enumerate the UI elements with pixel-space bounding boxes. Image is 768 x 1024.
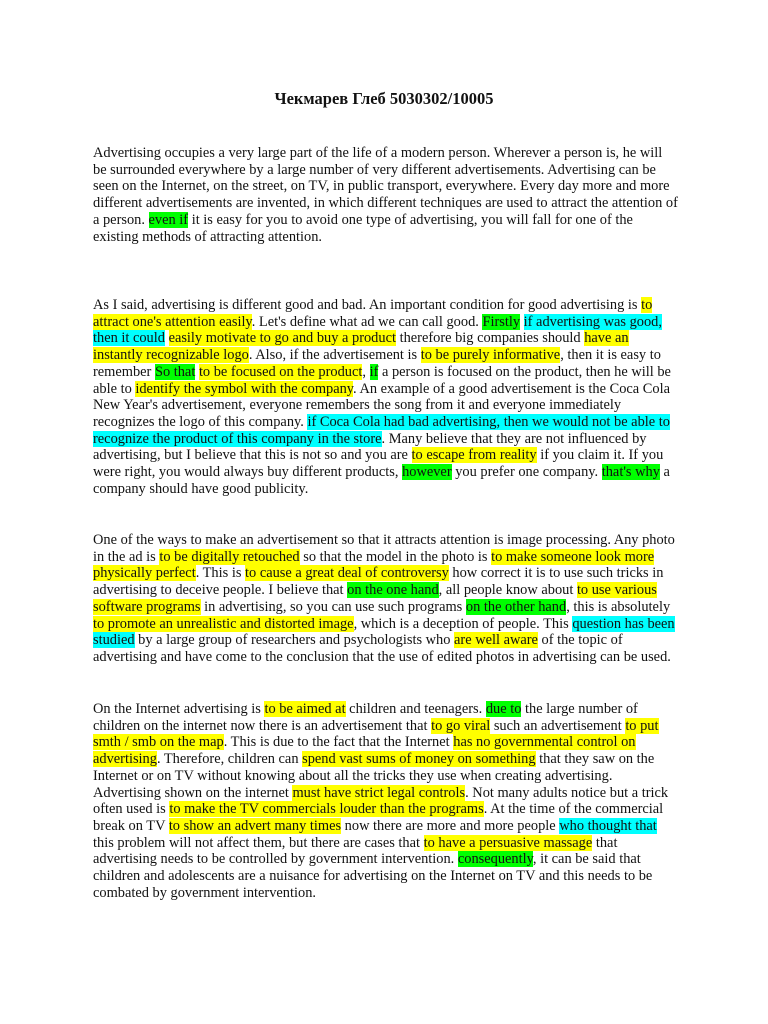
highlighted-phrase: have an instantly recognizable logo [93, 330, 629, 364]
highlighted-phrase: to be purely informative [420, 347, 561, 364]
text-run: so that the model in the photo is [299, 548, 492, 565]
highlighted-phrase: to go viral [431, 717, 491, 734]
highlighted-phrase: to be focused on the product [198, 363, 363, 380]
text-run: of the topic of advertising and have come to the conclusion that the use of edited photos in advertising can be used. [93, 632, 671, 665]
text-run: if you claim it. If you were right, you would always buy different products, [93, 447, 664, 481]
page-title: Чекмарев Глеб 5030302/10005 [274, 89, 494, 108]
highlighted-phrase: on the one hand [347, 582, 439, 599]
text-run: . Let's define what ad we can call good. [251, 313, 483, 330]
text-run: , all people know about [438, 582, 577, 599]
text-run: As I said, advertising is different good and bad. An important condition for good advertising is [93, 297, 642, 313]
text-run: . Therefore, children can [156, 751, 303, 768]
highlighted-phrase: who thought that [559, 817, 657, 834]
text-run: , it can be said that children and adolescents are a nuisance for advertising on the Internet on TV and this needs to be combated by government intervention. [93, 851, 653, 901]
paragraph-3 [93, 532, 679, 666]
highlighted-phrase: if [369, 363, 379, 380]
highlighted-phrase: if advertising was good, then it could [93, 313, 662, 347]
text-run: that advertising needs to be controlled by government intervention. [93, 834, 618, 868]
text-run: now there are more and more people [341, 817, 560, 834]
text-run: . Also, if the advertisement is [248, 347, 421, 364]
highlighted-phrase: has no governmental control on advertising [93, 734, 636, 768]
highlighted-phrase: even if [148, 211, 189, 228]
text-run: . An example of a good advertisement is the Coca Cola New Year's advertisement, everyone remembers the song from it and everyone immediately recognizes the logo of this company. [93, 380, 670, 430]
paragraph-4 [93, 701, 679, 901]
text-run: therefore big companies should [395, 330, 585, 347]
text-run: . This is [195, 565, 246, 582]
highlighted-phrase: to be digitally retouched [159, 548, 300, 565]
highlighted-phrase: to attract one's attention easily [93, 297, 653, 330]
highlighted-phrase: to have a persuasive massage [423, 834, 593, 851]
text-run: by a large group of researchers and psychologists who [134, 632, 455, 649]
paragraph-2 [93, 297, 679, 497]
text-run: . Not many adults notice but a trick often used is [93, 784, 669, 818]
highlighted-phrase: So that [154, 363, 196, 380]
highlighted-phrase: identify the symbol with the company [135, 380, 354, 397]
highlighted-phrase: that's why [601, 464, 660, 481]
text-run: . This is due to the fact that the Internet [223, 734, 454, 751]
text-run: in advertising, so you can use such programs [200, 598, 466, 615]
text-run: . Many believe that they are not influenced by advertising, but I believe that this is not so and you are [93, 430, 647, 464]
highlighted-phrase: to make the TV commercials louder than the programs [169, 801, 484, 818]
highlighted-phrase: if Coca Cola had bad advertising, then we would not be able to recognize the product of this company in the store [93, 413, 670, 447]
highlighted-phrase: are well aware [454, 632, 538, 649]
text-run: Advertising occupies a very large part of the life of a modern person. Wherever a person is, he will be surrounded everywhere by a large number of very different advertisements. Advertising can be seen on the Internet, on the street, on TV, in public transport, everywhere. Every day more and more different advertisements are invented, in which different techniques are used to attract the attention of a person. [93, 145, 678, 228]
paragraph-1 [93, 145, 679, 245]
highlighted-phrase: to be aimed at [264, 701, 346, 717]
text-run: , which is a deception of people. This [353, 615, 573, 632]
text-run: how correct it is to use such tricks in advertising to deceive people. I believe that [93, 565, 664, 599]
text-run: children and teenagers. [345, 701, 486, 717]
text-run: , then it is easy to remember [93, 347, 661, 380]
text-run: such an advertisement [490, 717, 626, 734]
highlighted-phrase: due to [485, 701, 522, 717]
highlighted-phrase: question has been studied [93, 615, 675, 649]
text-run: a company should have good publicity. [93, 464, 670, 497]
text-run: a person is focused on the product, then he will be able to [93, 363, 671, 397]
highlighted-phrase: must have strict legal controls [292, 784, 466, 801]
highlighted-phrase: to show an advert many times [168, 817, 342, 834]
highlighted-phrase: spend vast sums of money on something [302, 751, 536, 768]
highlighted-phrase: Firstly [482, 313, 521, 330]
text-run: One of the ways to make an advertisement so that it attracts attention is image processing. Any photo in the ad is [93, 532, 675, 565]
highlighted-phrase: on the other hand [465, 598, 567, 615]
text-run: this problem will not affect them, but there are cases that [93, 834, 424, 851]
highlighted-phrase: to put smth / smb on the map [93, 717, 659, 751]
highlighted-phrase: easily motivate to go and buy a product [168, 330, 396, 347]
text-run: it is easy for you to avoid one type of advertising, you will fall for one of the existing methods of attracting attention. [93, 211, 633, 245]
text-run: the large number of children on the internet now there is an advertisement that [93, 701, 638, 734]
highlighted-phrase: to use various software programs [93, 582, 657, 615]
highlighted-phrase: to make someone look more physically perfect [93, 548, 655, 582]
highlighted-phrase: however [402, 464, 452, 481]
highlighted-phrase: to escape from reality [411, 447, 537, 464]
text-run: you prefer one company. [451, 464, 602, 481]
text-run: . At the time of the commercial break on TV [93, 801, 664, 834]
text-run: , this is absolutely [566, 598, 671, 615]
text-run: , [362, 363, 370, 380]
text-run: On the Internet advertising is [93, 701, 265, 717]
highlighted-phrase: to promote an unrealistic and distorted image [93, 615, 354, 632]
highlighted-phrase: to cause a great deal of controversy [245, 565, 449, 582]
text-run: that they saw on the Internet or on TV without knowing about all the tricks they use when creating advertising. Advertising shown on the internet [93, 751, 655, 801]
highlighted-phrase: consequently [457, 851, 533, 868]
